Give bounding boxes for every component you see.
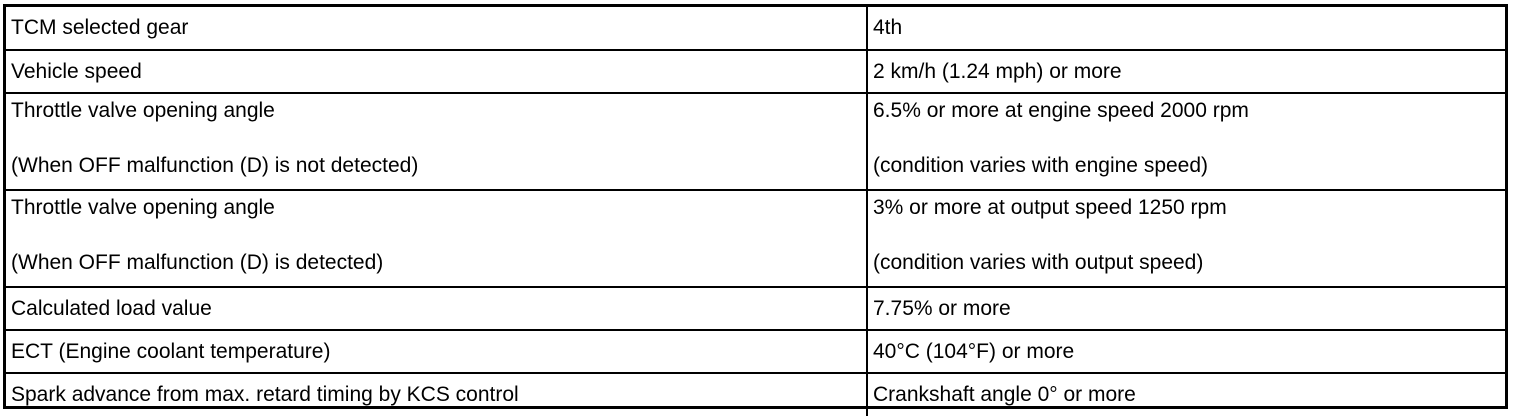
condition-cell: ECT (Engine coolant temperature): [6, 330, 867, 373]
value-cell: Crankshaft angle 0° or more: [867, 373, 1505, 416]
condition-cell: TCM selected gear: [6, 7, 867, 50]
condition-note: (When OFF malfunction (D) is not detected): [11, 154, 419, 177]
table-row: [6, 93, 1505, 190]
conditions-table-frame: [3, 4, 1508, 409]
table-row: [6, 330, 1505, 373]
value-note: (condition varies with output speed): [873, 251, 1204, 274]
condition-cell: Vehicle speed: [6, 50, 867, 93]
table-row: [6, 373, 1505, 416]
condition-cell: Calculated load value: [6, 287, 867, 330]
table-row: [6, 190, 1505, 287]
condition-line: Throttle valve opening angle: [11, 196, 275, 219]
value-cell: 7.75% or more: [867, 287, 1505, 330]
value-cell: [867, 190, 1505, 287]
value-note: (condition varies with engine speed): [873, 154, 1209, 177]
value-cell: [867, 93, 1505, 190]
value-cell: 2 km/h (1.24 mph) or more: [867, 50, 1505, 93]
conditions-table: [6, 7, 1505, 416]
table-row: [6, 287, 1505, 330]
value-cell: 40°C (104°F) or more: [867, 330, 1505, 373]
value-line: 6.5% or more at engine speed 2000 rpm: [873, 99, 1249, 122]
condition-cell: [6, 190, 867, 287]
value-cell: 4th: [867, 7, 1505, 50]
condition-cell: Spark advance from max. retard timing by KCS control: [6, 373, 867, 416]
value-line: 3% or more at output speed 1250 rpm: [873, 196, 1227, 219]
table-row: [6, 50, 1505, 93]
condition-line: Throttle valve opening angle: [11, 99, 275, 122]
condition-note: (When OFF malfunction (D) is detected): [11, 251, 384, 274]
table-row: [6, 7, 1505, 50]
condition-cell: [6, 93, 867, 190]
